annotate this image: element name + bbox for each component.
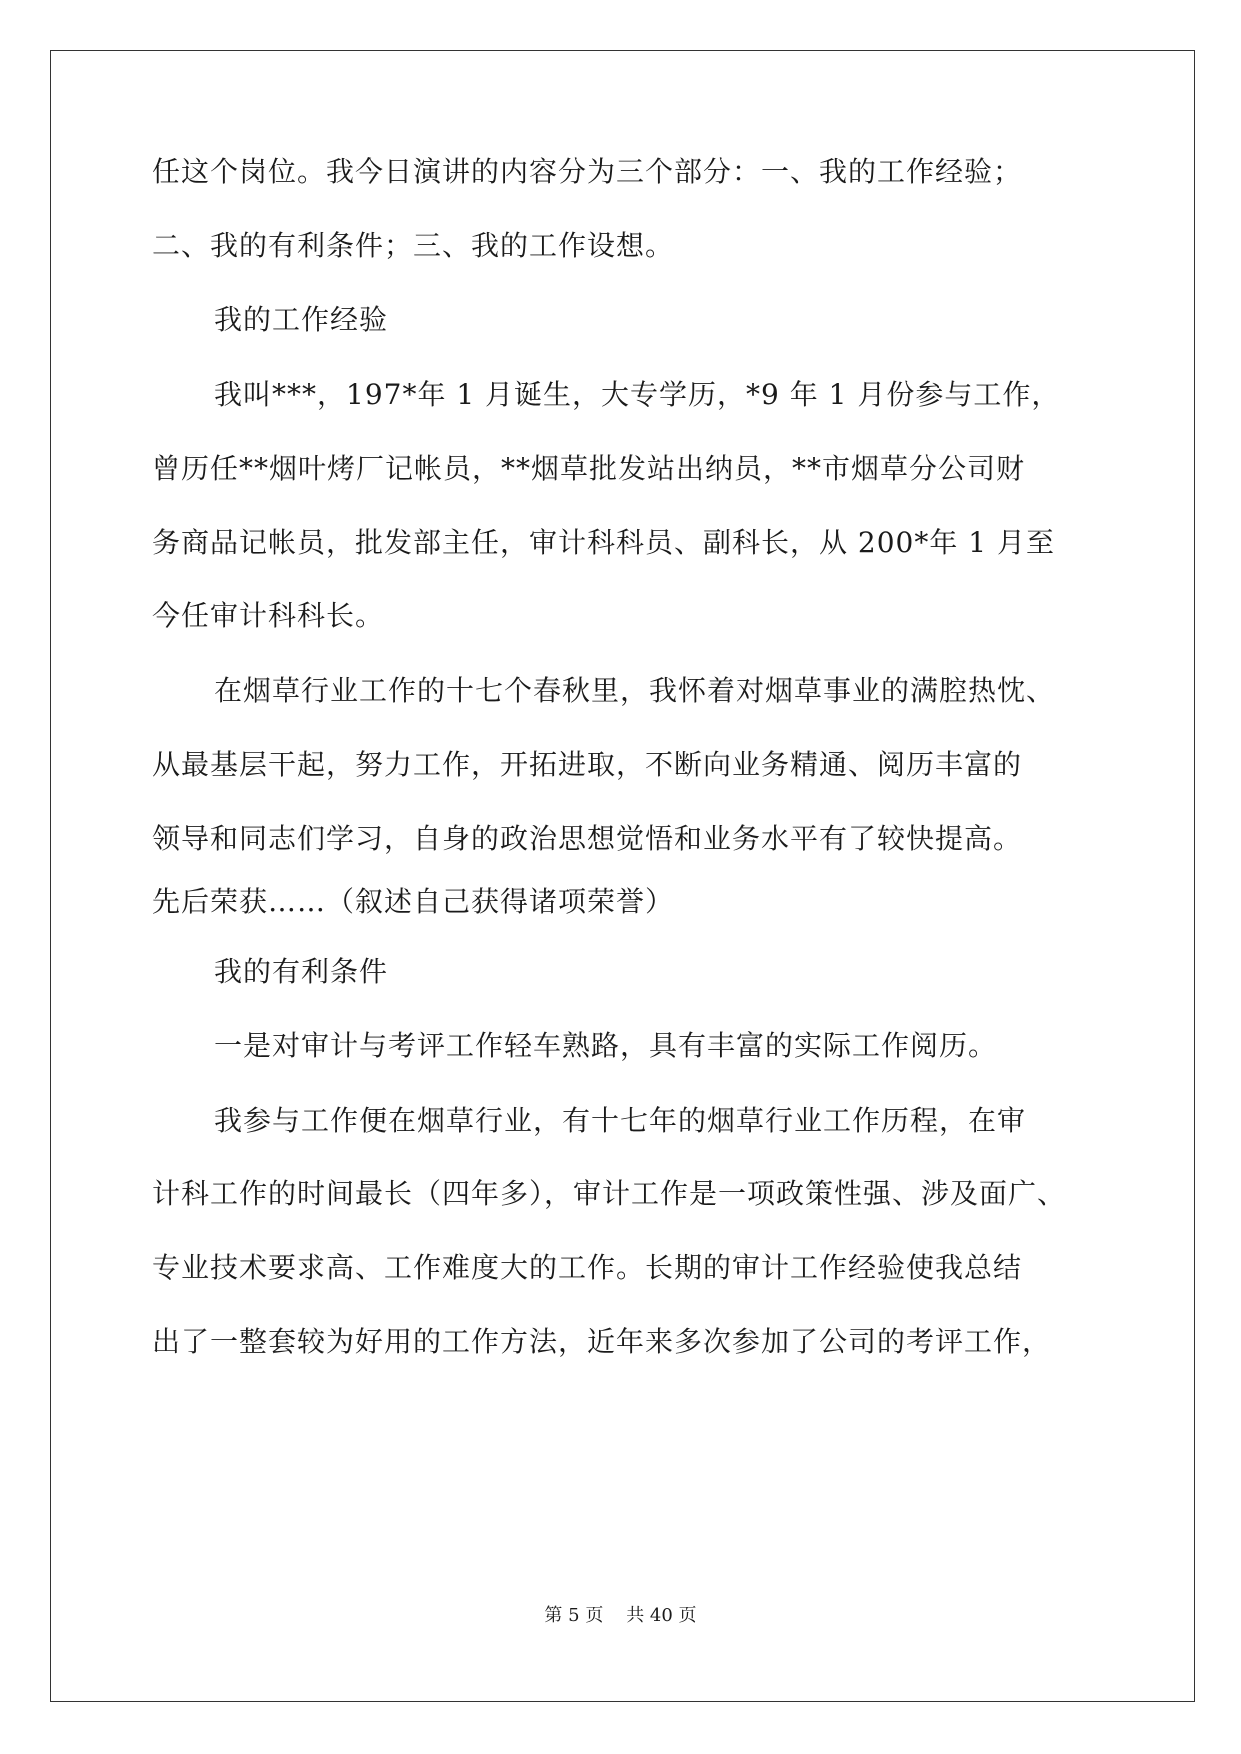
text-line: 领导和同志们学习，自身的政治思想觉悟和业务水平有了较快提高。 [152, 822, 1023, 855]
text-line: 任这个岗位。我今日演讲的内容分为三个部分：一、我的工作经验； [152, 155, 1023, 188]
page-number: 第 5 页 共 40 页 [544, 1605, 697, 1626]
text-line: 专业技术要求高、工作难度大的工作。长期的审计工作经验使我总结 [152, 1251, 1023, 1284]
page-border [50, 50, 1195, 1702]
text-line: 在烟草行业工作的十七个春秋里，我怀着对烟草事业的满腔热忱、 [214, 674, 1056, 707]
text-line: 从最基层干起，努力工作，开拓进取，不断向业务精通、阅历丰富的 [152, 748, 1023, 781]
text-line: 今任审计科科长。 [152, 599, 385, 632]
text-line: 我叫***，197*年 1 月诞生，大专学历，*9 年 1 月份参与工作， [214, 378, 1061, 411]
section-heading: 我的有利条件 [214, 955, 389, 988]
text-line: 曾历任**烟叶烤厂记帐员，**烟草批发站出纳员，**市烟草分公司财 [152, 452, 1026, 485]
text-line: 出了一整套较为好用的工作方法，近年来多次参加了公司的考评工作， [152, 1325, 1052, 1358]
text-line: 计科工作的时间最长（四年多），审计工作是一项政策性强、涉及面广、 [152, 1177, 1067, 1210]
text-line: 一是对审计与考评工作轻车熟路，具有丰富的实际工作阅历。 [214, 1029, 998, 1062]
text-line: 先后荣获……（叙述自己获得诸项荣誉） [152, 885, 675, 918]
text-line: 务商品记帐员，批发部主任，审计科科员、副科长，从 200*年 1 月至 [152, 526, 1055, 559]
text-line: 我参与工作便在烟草行业，有十七年的烟草行业工作历程，在审 [214, 1104, 1027, 1137]
text-line: 二、我的有利条件；三、我的工作设想。 [152, 229, 675, 262]
section-heading: 我的工作经验 [214, 303, 389, 336]
